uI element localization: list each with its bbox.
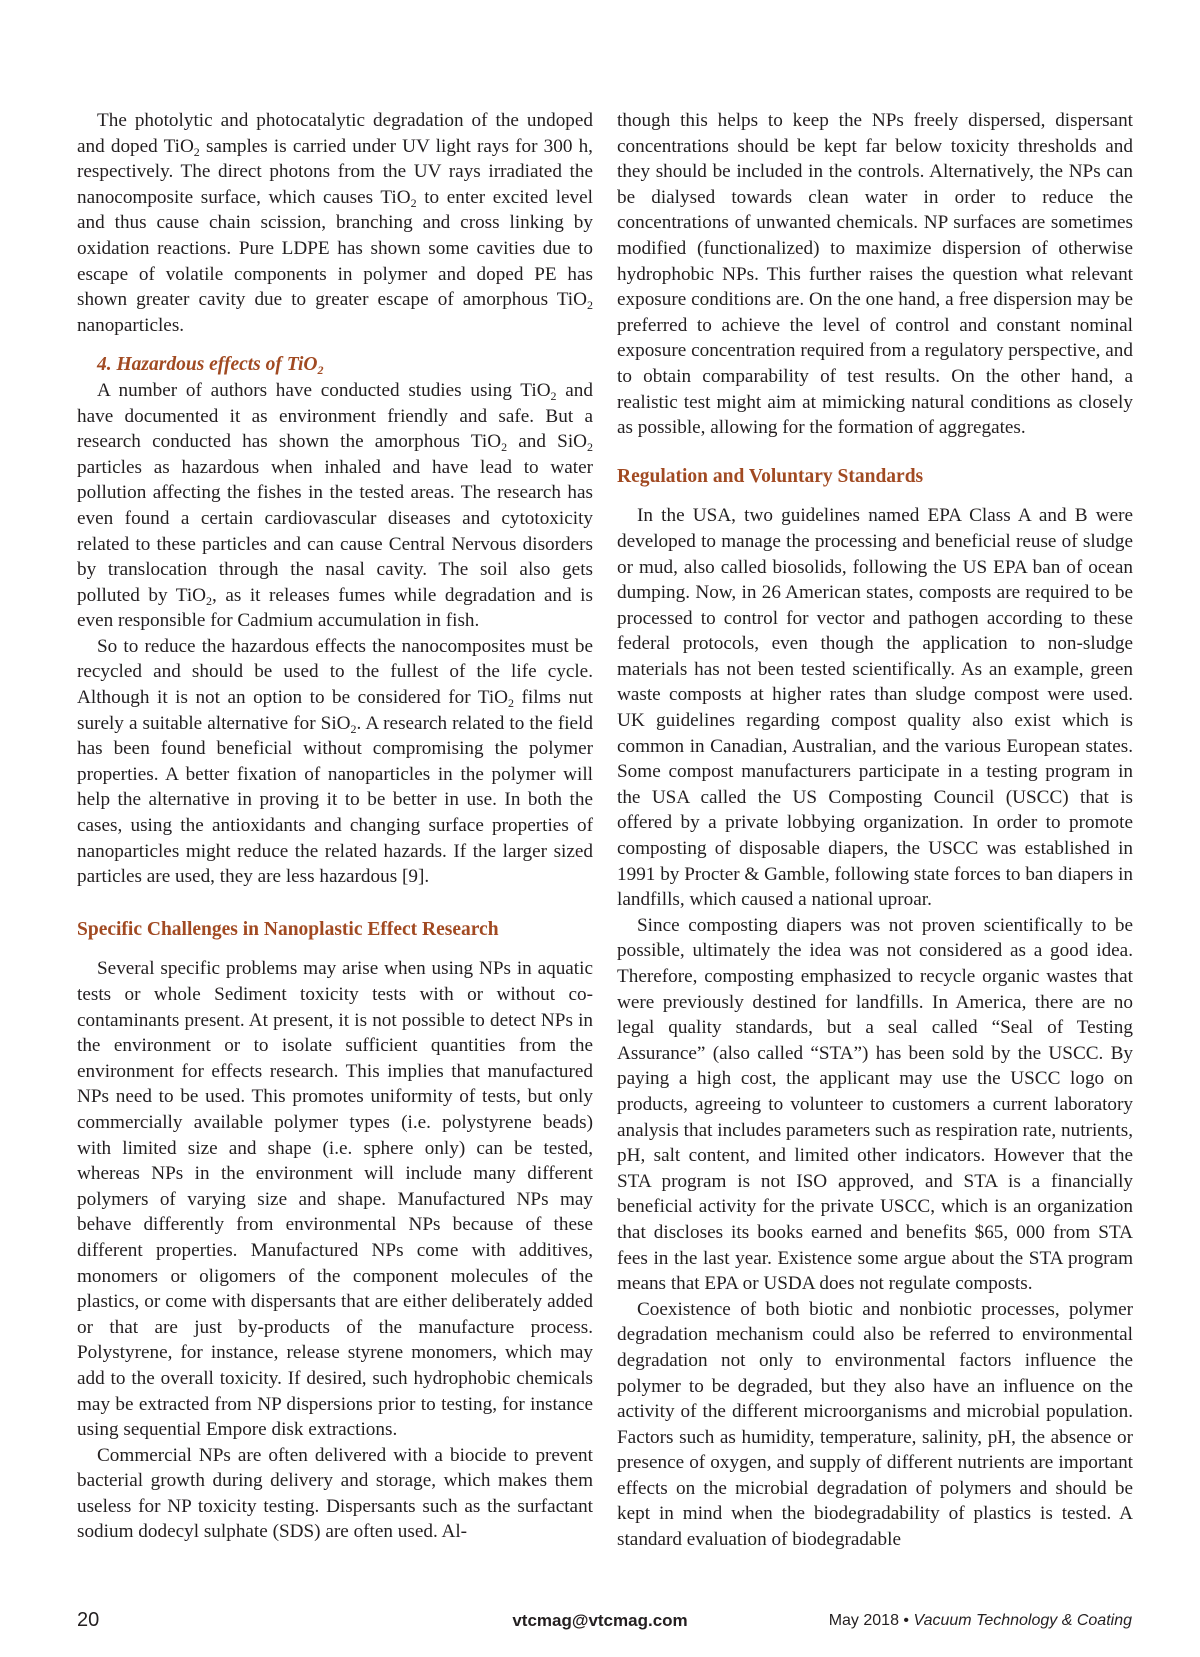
paragraph-specific-problems: Several specific problems may arise when using NPs in aquatic tests or whole Sediment toxicity tests with or without co-contaminants present. At present, it is not possible to detect NPs in the environment or to isolate sufficient quantities from the environment for effects research. This implies that manufactured NPs need to be used. This promotes uniformity of tests, but only commercially available polymer types (i.e. polystyrene beads) with limited size and shape (i.e. sphere only) can be tested, whereas NPs in the environment will include many different polymers of varying size and shape. Manufactured NPs may behave differently from environmental NPs because of these different properties. Manufactured NPs come with additives, monomers or oligomers of the component molecules of the plastics, or come with dispersants that are either deliberately added or that are just by-products of the manufacture process. Polystyrene, for instance, release styrene monomers, which may add to the overall toxicity. If desired, such hydrophobic chemicals may be extracted from NP dispersions prior to testing, for instance using sequential Empore disk extractions. xyxy=(77,958,593,1441)
publication-name: Vacuum Technology & Coating xyxy=(913,1612,1132,1629)
paragraph-usa-guidelines: In the USA, two guidelines named EPA Class A and B were developed to manage the processing and beneficial reuse of sludge or mud, also called biosolids, following the US EPA ban of ocean dumping. Now, in 26 American states, composts are required to be processed to control for vector and pathogen according to these federal protocols, even though the application to non-sludge materials has not been tested scientifically. As an example, green waste composts at higher rates than sludge compost were used. UK guidelines regarding compost quality also exist which is common in Canadian, Australian, and the various European states. Some compost manufacturers participate in a testing program in the USA called the US Composting Council (USCC) that is offered by a private lobbying organization. In order to promote composting of disposable diapers, the USCC was established in 1991 by Procter & Gamble, following state forces to ban diapers in landfills, which caused a national uproar. xyxy=(617,505,1133,911)
paragraph-commercial-nps: Commercial NPs are often delivered with a biocide to prevent bacterial growth during delivery and storage, which makes them useless for NP toxicity testing. Dispersants such as the surfactant sodium dodecyl sulphate (SDS) are often used. Al- xyxy=(77,1444,593,1543)
footer-issue-info xyxy=(829,1612,1132,1636)
paragraph-photolytic: The photolytic and photocatalytic degradation of the undoped and doped TiO$_2$ samples is carried under UV light rays for 300 h, respectively. The direct photons from the UV rays irradiated the nanocomposite surface, which causes TiO$_2$ to enter excited level and thus cause chain scission, branching and cross linking by oxidation reactions. Pure LDPE has shown some cavities due to escape of volatile components in polymer and doped PE has shown greater cavity due to greater escape of amorphous TiO$_2$ nanoparticles. xyxy=(77,110,593,336)
paragraph-coexistence: Coexistence of both biotic and nonbiotic processes, polymer degradation mechanism could also be referred to environmental degradation not only to environmental factors influence the polymer to be degraded, but they also have an influence on the activity of the different microorganisms and microbial population. Factors such as humidity, temperature, salinity, pH, the absence or presence of oxygen, and supply of different nutrients are important effects on the microbial degradation of polymers and should be kept in mind when the biodegradability of plastics is tested. A standard evaluation of biodegradable xyxy=(617,1298,1133,1551)
left-column xyxy=(77,108,593,1545)
paragraph-composting-diapers: Since composting diapers was not proven scientifically to be possible, ultimately the idea was not considered as a good idea. Therefore, composting emphasized to recycle organic wastes that were previously destined for landfills. In America, there are no legal quality standards, but a seal called “Seal of Testing Assurance” (also called “STA”) has been sold by the USCC. By paying a high cost, the applicant may use the USCC logo on products, agreeing to volunteer to customers a current laboratory analysis that includes parameters such as respiration rate, nutrients, pH, salt content, and limited other indicators. However that the STA program is not ISO approved, and STA is a financially beneficial activity for the private USCC, which is an organization that discloses its books earned and benefits $65, 000 from STA fees in the last year. Existence some argue about the STA program means that EPA or USDA does not regulate composts. xyxy=(617,914,1133,1295)
challenges-heading: Specific Challenges in Nanoplastic Effect Research xyxy=(77,918,499,940)
right-column xyxy=(617,108,1133,1553)
regulation-heading: Regulation and Voluntary Standards xyxy=(617,465,924,487)
issue-date: May 2018 xyxy=(828,1612,899,1629)
page-number: 20 xyxy=(77,1609,100,1631)
bullet-separator: • xyxy=(903,1612,910,1629)
hazardous-effects-heading: 4. Hazardous effects of TiO$_2$ xyxy=(97,354,324,378)
email-text[interactable]: vtcmag@vtcmag.com xyxy=(512,1611,688,1630)
paragraph-hazard-studies: A number of authors have conducted studies using TiO$_2$ and have documented it as environment friendly and safe. But a research conducted has shown the amorphous TiO$_2$ and SiO$_2$ particles as hazardous when inhaled and have lead to water pollution affecting the fishes in the tested areas. The research has even found a certain cardiovascular diseases and cytotoxicity related to these particles and can cause Central Nervous disorders by translocation through the nasal cavity. The soil also gets polluted by TiO$_2$, as it releases fumes while degradation and is even responsible for Cadmium accumulation in fish. xyxy=(77,379,594,632)
paragraph-reduce-hazards: So to reduce the hazardous effects the nanocomposites must be recycled and should be used to the fullest of the life cycle. Although it is not an option to be considered for TiO$_2$ films nut surely a suitable alternative for SiO$_2$. A research related to the field has been found beneficial without compromising the polymer properties. A better fixation of nanoparticles in the polymer will help the alternative in proving it to be better in use. In both the cases, using the antioxidants and changing surface properties of nanoparticles might reduce the related hazards. If the larger sized particles are used, they are less hazardous [9]. xyxy=(77,635,593,888)
paragraph-dispersants-continued: though this helps to keep the NPs freely dispersed, dispersant concentrations should be kept far below toxicity thresholds and they should be included in the controls. Alternatively, the NPs can be dialysed towards clean water in order to reduce the concentrations of unwanted chemicals. NP surfaces are sometimes modified (functionalized) to maximize dispersion of otherwise hydrophobic NPs. This further raises the question what relevant exposure conditions are. On the one hand, a free dispersion may be preferred to achieve the level of control and constant nominal exposure concentration required from a regulatory perspective, and to obtain comparability of test results. On the other hand, a realistic test might aim at mimicking natural conditions as closely as possible, allowing for the formation of aggregates. xyxy=(617,110,1133,439)
